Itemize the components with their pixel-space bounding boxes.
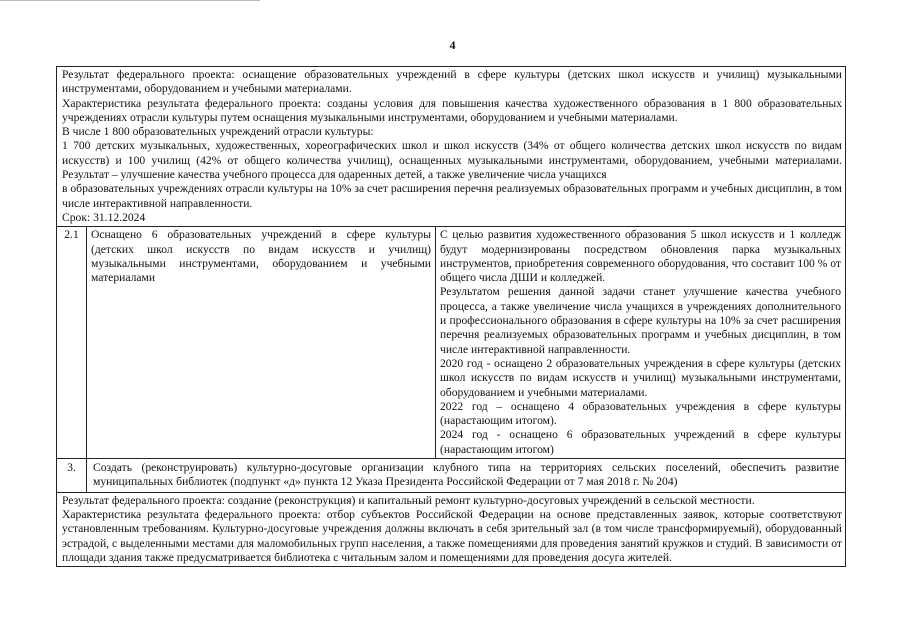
rural-culture-result-block	[57, 492, 845, 566]
result-line: Результат федерального проекта: создание (реконструкция) и капитальный ремонт культурно-досуговых учреждений в сельской местности.	[62, 493, 755, 507]
row-number: 2.1	[57, 227, 87, 458]
deadline-line: Срок: 31.12.2024	[62, 210, 146, 224]
description-paragraph: Результатом решения данной задачи станет улучшение качества учебного процесса, а также увеличение числа учащихся в учреждениях дополнительного и профессионального образования в сфере культуры на 10% за счет расширения перечня реализуемых образовательных программ и учебных дисциплин, в том числе интерактивной направленности.	[440, 285, 841, 356]
federal-project-result-block	[57, 67, 845, 226]
characteristic-line: Характеристика результата федерального проекта: созданы условия для повышения качества художественного образования в 1 800 образовательных учреждениях отрасли культуры путем оснащения музыкальными инструментами, оборудованием и учебными материалами.	[62, 96, 842, 124]
task-heading: Создать (реконструировать) культурно-досуговые организации клубного типа на территориях сельских поселений, обеспечить развитие муниципальных библиотек (подпункт «д» пункта 12 Указа Президента Российской Федерации от 7 мая 2018 г. № 204)	[93, 461, 839, 489]
row-number: 3.	[57, 459, 87, 492]
description-paragraph: 2020 год - оснащено 2 образовательных учреждения в сфере культуры (детских школ искусств по видам искусств и училищ) музыкальными инструментами, оборудованием и учебными материалами.	[440, 356, 841, 399]
task-cell: Оснащено 6 образовательных учреждений в сфере культуры (детских школ искусств по видам искусств и училищ) музыкальными инструментами, оборудованием и учебными материалами	[87, 227, 436, 458]
description-paragraph: С целью развития художественного образования 5 школ искусств и 1 колледж будут модернизированы посредством обновления парка музыкальных инструментов, приобретения современного оборудования, что составит 100 % от общего числа ДШИ и колледжей.	[440, 228, 841, 285]
table-row-3	[57, 458, 845, 492]
document-table	[56, 66, 846, 567]
students-increase-line: в образовательных учреждениях отрасли культуры на 10% за счет расширения перечня реализуемых образовательных программ и учебных дисциплин, в том числе интерактивной направленности.	[62, 182, 842, 210]
schools-detail-line: 1 700 детских музыкальных, художественных, хореографических школ и школ искусств (34% от общего количества детских школ искусств по видам искусств) и 100 училищ (42% от общего количества училищ), оснащенных музыкальными инструментами, оборудованием, учебными материалами. Результат – улучшение качества учебного процесса для одаренных детей, а также увеличение числа учащихся	[62, 139, 842, 182]
characteristic-line: Характеристика результата федерального проекта: отбор субъектов Российской Федерации на основе представленных заявок, которые соответствуют установленным требованиям. Культурно-досуговые учреждения должны включать в себя зрительный зал (в том числе трансформируемый), оборудованный эстрадой, с выделенными местами для маломобильных групп населения, а также помещениями для проведения занятий кружков и студий. В зависимости от площади здания также предусматривается библиотека с читальным залом и помещениями для проведения досуга жителей.	[62, 507, 842, 564]
count-intro-line: В числе 1 800 образовательных учреждений отрасли культуры:	[62, 125, 374, 139]
scan-top-line	[0, 0, 260, 1]
table-row-2-1	[57, 226, 845, 458]
description-cell	[436, 227, 845, 458]
description-paragraph: 2022 год – оснащено 4 образовательных учреждения в сфере культуры (нарастающим итогом).	[440, 399, 841, 428]
description-paragraph: 2024 год - оснащено 6 образовательных учреждений в сфере культуры (нарастающим итогом)	[440, 428, 841, 456]
result-line: Результат федерального проекта: оснащение образовательных учреждений в сфере культуры (детских школ искусств и училищ) музыкальными инструментами, оборудованием и учебными материалами.	[62, 68, 842, 96]
page-number: 4	[449, 38, 456, 52]
